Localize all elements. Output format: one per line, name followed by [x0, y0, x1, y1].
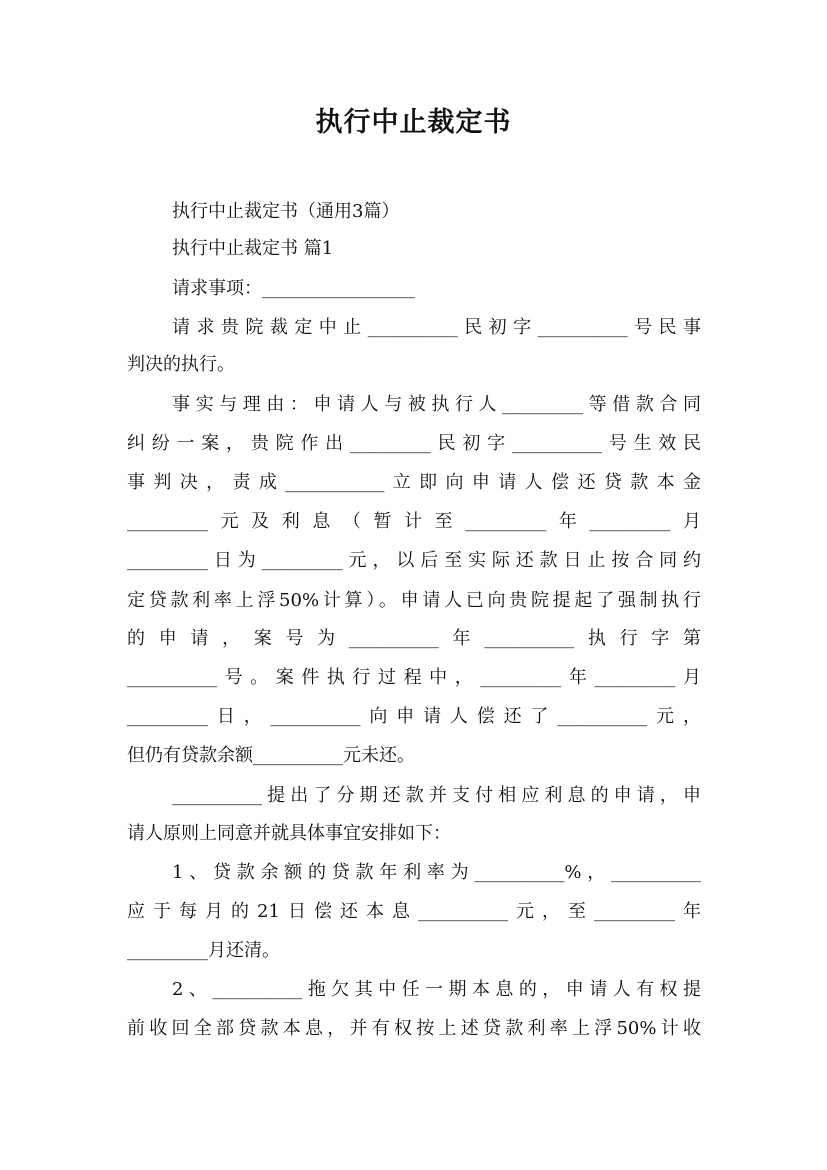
paragraph-line: 1、贷款余额的贷款年利率为__________%，__________ [172, 862, 701, 883]
paragraph-line: _________月还清。 [127, 940, 280, 961]
subtitle-line: 执行中止裁定书（通用3篇） [172, 201, 400, 222]
paragraph-line: 请求贵院裁定中止__________民初字__________号民事 [172, 317, 701, 338]
paragraph-line: 定贷款利率上浮50%计算）。申请人已向贵院提起了强制执行 [127, 590, 701, 611]
paragraph-line: _________日，__________向申请人偿还了__________元， [127, 706, 701, 727]
paragraph-line: _________日为_________元，以后至实际还款日止按合同约 [127, 550, 701, 571]
document-title: 执行中止裁定书 [315, 107, 512, 138]
paragraph-line: 但仍有贷款余额__________元未还。 [127, 745, 415, 766]
paragraph-line: 事判决，责成___________立即向申请人偿还贷款本金 [127, 472, 701, 493]
paragraph-line: 请人原则上同意并就具体事宜安排如下： [127, 823, 451, 844]
paragraph-line: __________号。案件执行过程中，_________年_________月 [127, 667, 701, 688]
paragraph-line: 前收回全部贷款本息，并有权按上述贷款利率上浮50%计收 [127, 1018, 701, 1039]
paragraph-line: 纠纷一案，贵院作出_________民初字__________号生效民 [127, 433, 701, 454]
paragraph-line: 判决的执行。 [127, 354, 235, 375]
section-heading: 执行中止裁定书 篇1 [172, 238, 334, 259]
paragraph-line: 2、__________拖欠其中任一期本息的，申请人有权提 [172, 979, 701, 1000]
paragraph-line: __________提出了分期还款并支付相应利息的申请，申 [172, 785, 701, 806]
paragraph-line: 应于每月的21日偿还本息__________元，至_________年 [127, 901, 701, 922]
paragraph-line: 请求事项：_________________ [172, 278, 415, 299]
paragraph-line: _________元及利息（暂计至_________年_________月 [127, 511, 701, 532]
paragraph-line: 事实与理由：申请人与被执行人_________等借款合同 [172, 394, 701, 415]
paragraph-line: 的申请，案号为__________年__________执行字第 [127, 628, 701, 649]
